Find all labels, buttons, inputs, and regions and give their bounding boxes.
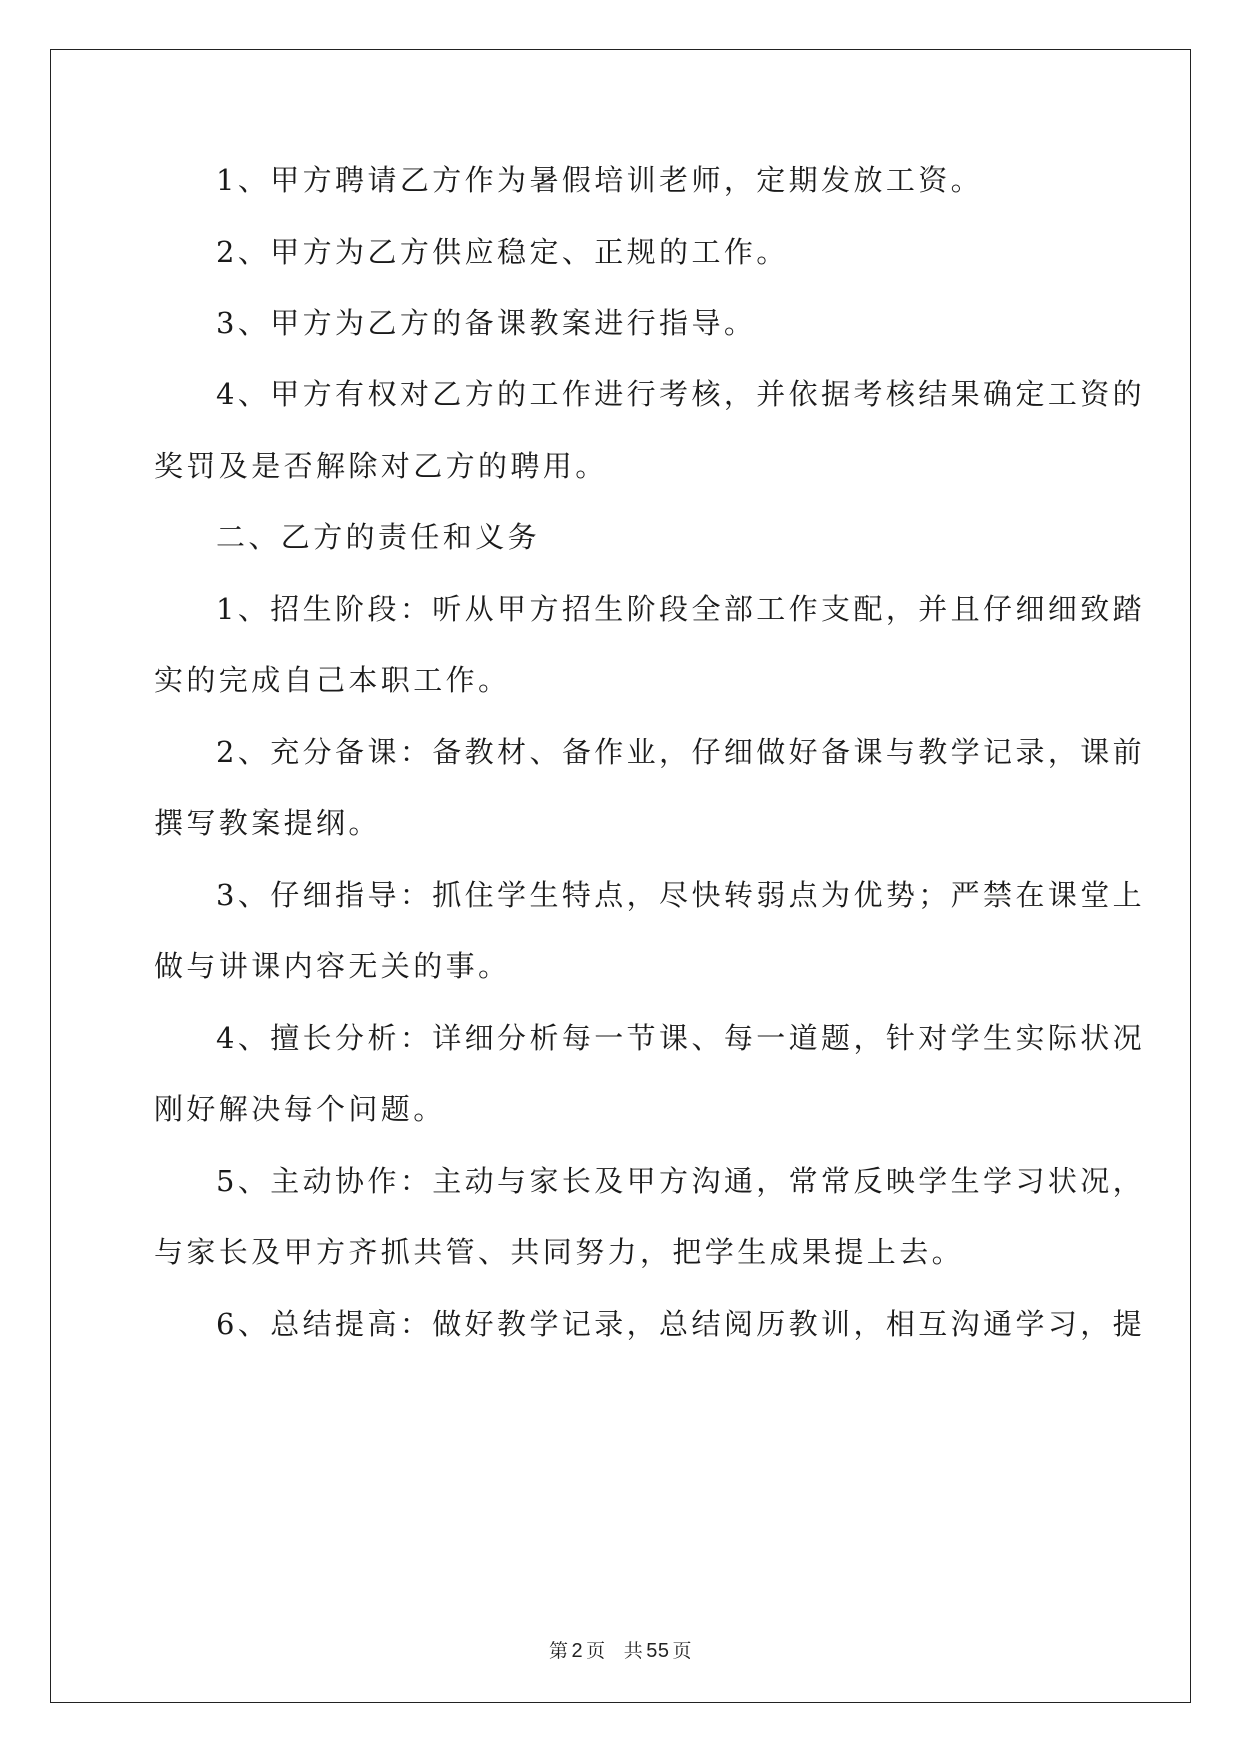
total-pages: 55	[646, 1640, 670, 1662]
paragraph-line: 实的完成自己本职工作。	[154, 663, 511, 697]
page-number: 2	[571, 1640, 584, 1662]
paragraph-line: 撰写教案提纲。	[154, 806, 381, 840]
paragraph-line: 2、甲方为乙方供应稳定、正规的工作。	[216, 235, 789, 269]
total-prefix: 共	[623, 1641, 644, 1662]
page-suffix: 页	[586, 1641, 606, 1662]
paragraph-line: 6、总结提高：做好教学记录，总结阅历教训，相互沟通学习，提	[216, 1307, 1146, 1341]
paragraph-line: 2、充分备课：备教材、备作业，仔细做好备课与教学记录，课前	[216, 735, 1146, 769]
paragraph-line: 1、甲方聘请乙方作为暑假培训老师，定期发放工资。	[216, 163, 984, 197]
total-suffix: 页	[672, 1641, 692, 1662]
page-prefix: 第	[549, 1641, 569, 1662]
page-footer	[0, 1636, 1241, 1663]
section-heading: 二、乙方的责任和义务	[216, 520, 541, 554]
paragraph-line: 4、擅长分析：详细分析每一节课、每一道题，针对学生实际状况	[216, 1021, 1146, 1055]
paragraph-line: 刚好解决每个问题。	[154, 1092, 446, 1126]
paragraph-line: 3、仔细指导：抓住学生特点，尽快转弱点为优势；严禁在课堂上	[216, 878, 1146, 912]
paragraph-line: 与家长及甲方齐抓共管、共同努力，把学生成果提上去。	[154, 1235, 965, 1269]
paragraph-line: 奖罚及是否解除对乙方的聘用。	[154, 449, 608, 483]
paragraph-line: 做与讲课内容无关的事。	[154, 949, 511, 983]
paragraph-line: 3、甲方为乙方的备课教案进行指导。	[216, 306, 757, 340]
paragraph-line: 1、招生阶段：听从甲方招生阶段全部工作支配，并且仔细细致踏	[216, 592, 1146, 626]
paragraph-line: 4、甲方有权对乙方的工作进行考核，并依据考核结果确定工资的	[216, 377, 1146, 411]
paragraph-line: 5、主动协作：主动与家长及甲方沟通，常常反映学生学习状况，	[216, 1164, 1146, 1198]
